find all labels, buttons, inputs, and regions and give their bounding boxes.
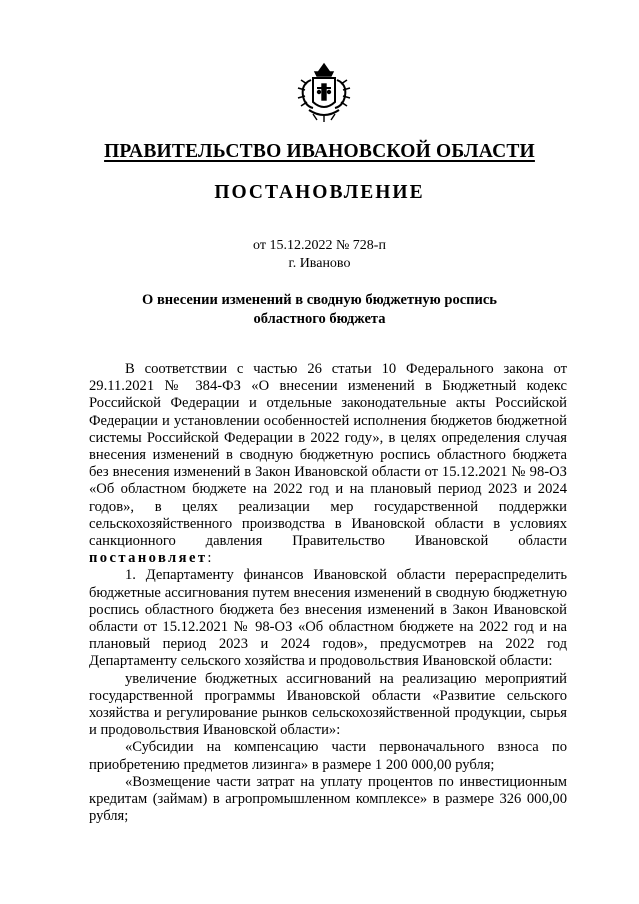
subject-line-1: О внесении изменений в сводную бюджетную роспись	[142, 292, 497, 308]
document-subject	[0, 291, 639, 329]
document-body	[89, 361, 567, 825]
preamble-text: В соответствии с частью 26 статьи 10 Федерального закона от 29.11.2021 № 384-ФЗ «О внесении изменений в Бюджетный кодекс Российской Федерации и отдельные законодательные акты Российской Федерации и установлении особенностей исполнения бюджетов бюджетной системы Российской Федерации в 2022 году», в целях определения случая внесения изменений в сводную бюджетную роспись областного бюджета без внесения изменений в Закон Ивановской области от 15.12.2021 № 98-ОЗ «Об областном бюджете на 2022 год и на плановый период 2023 и 2024 годов», в целях реализации мер государственной поддержки сельскохозяйственного производства в Ивановской области в условиях санкционного давления Правительство Ивановской области	[89, 361, 567, 550]
paragraph-interest-compensation: «Возмещение части затрат на уплату процентов по инвестиционным кредитам (займам) в агропромышленном комплексе» в размере 326 000,00 рубля;	[89, 773, 567, 825]
document-city: г. Иваново	[288, 256, 351, 271]
paragraph-leasing-subsidy: «Субсидии на компенсацию части первоначального взноса по приобретению предметов лизинга» в размере 1 200 000,00 рубля;	[89, 739, 567, 773]
preamble-end: :	[207, 550, 212, 567]
document-date-number: от 15.12.2022 № 728-п	[253, 238, 386, 253]
paragraph-increase: увеличение бюджетных ассигнований на реализацию мероприятий государственной программы Ивановской области «Развитие сельского хозяйства и регулирование рынков сельскохозяйственной продукции, сырья и продовольствия Ивановской области»:	[89, 670, 567, 739]
government-title-text: ПРАВИТЕЛЬСТВО ИВАНОВСКОЙ ОБЛАСТИ	[104, 141, 535, 162]
government-title	[0, 141, 639, 163]
subject-line-2: областного бюджета	[253, 311, 386, 327]
document-type: ПОСТАНОВЛЕНИЕ	[214, 182, 425, 203]
paragraph-item-1: 1. Департаменту финансов Ивановской области перераспределить бюджетные ассигнования путем внесения изменений в сводную бюджетную роспись областного бюджета без внесения изменений в Закон Ивановской области от 15.12.2021 № 98-ОЗ «Об областном бюджете на 2022 год и на плановый период 2023 и 2024 годов», предусмотрев на 2022 год Департаменту сельского хозяйства и продовольствия Ивановской области:	[89, 567, 567, 670]
resolution-verb: постановляет	[89, 550, 208, 567]
coat-of-arms-icon	[295, 62, 353, 124]
paragraph-preamble	[89, 361, 567, 567]
